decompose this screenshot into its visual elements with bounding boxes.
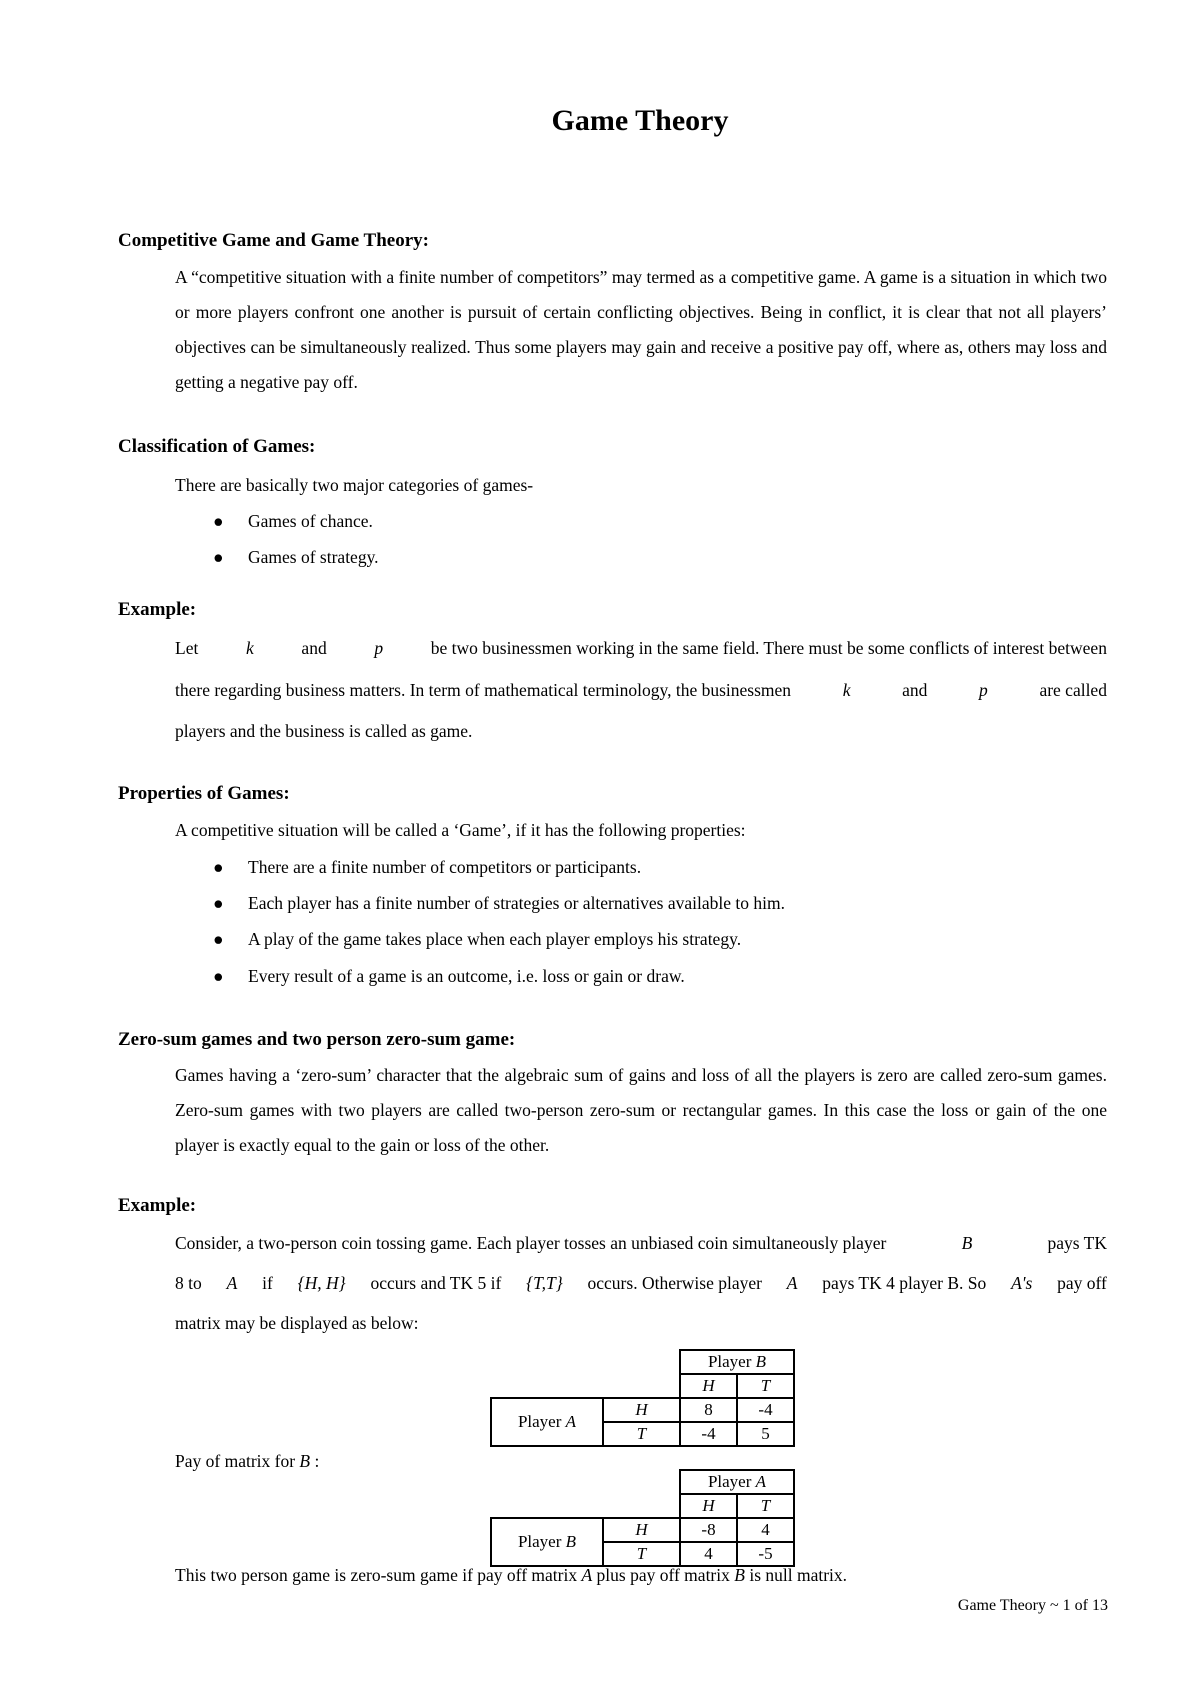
table-cell: 5 [737, 1422, 794, 1446]
page-footer: Game Theory ~ 1 of 13 [957, 1597, 1108, 1614]
section-heading-example: Example: [118, 599, 197, 620]
section-heading-zero-sum: Zero-sum games and two person zero-sum game: [118, 1029, 516, 1050]
section-heading-competitive-game: Competitive Game and Game Theory: [118, 230, 429, 251]
column-player-header: Player B [680, 1350, 794, 1374]
example2-line-1: Consider, a two-person coin tossing game. Each player tosses an unbiased coin simultaneously player B pays TK [175, 1233, 1107, 1253]
bullet-icon: ● [213, 893, 224, 913]
table-cell: -4 [737, 1398, 794, 1422]
payoff-matrix-b: Player A H T Player B H -8 4 T 4 -5 [490, 1469, 795, 1567]
bullet-icon: ● [213, 547, 224, 567]
section-heading-classification: Classification of Games: [118, 436, 316, 457]
bullet-icon: ● [213, 857, 224, 877]
table-cell: -4 [680, 1422, 737, 1446]
section-body-zero-sum: Games having a ‘zero-sum’ character that the algebraic sum of gains and loss of all the players is zero are called zero-sum games. Zero-sum games with two players are called two-person zero-sum or rectangular games. In this case the loss or gain of the one player is exactly equal to the gain or loss of the other. [175, 1065, 1107, 1155]
section-heading-example-2: Example: [118, 1195, 197, 1216]
column-player-header: Player A [680, 1470, 794, 1494]
bullet-icon: ● [213, 929, 224, 949]
table-cell: -5 [737, 1542, 794, 1566]
example2-line-2: 8 to A if {H, H} occurs and TK 5 if {T,T} occurs. Otherwise player A pays TK 4 player B. So A's pay off [175, 1273, 1107, 1293]
example2-line-3: matrix may be displayed as below: [175, 1313, 419, 1333]
classification-intro: There are basically two major categories of games- [175, 475, 534, 495]
pay-matrix-b-label: Pay of matrix for B : [175, 1451, 320, 1471]
row-player-header: Player A [491, 1398, 603, 1446]
example-line-1: Let k and p be two businessmen working in the same field. There must be some conflicts of interest between [175, 638, 1107, 658]
table-cell: -8 [680, 1518, 737, 1542]
row-player-header: Player B [491, 1518, 603, 1566]
bullet-icon: ● [213, 966, 224, 986]
page-title: Game Theory [551, 104, 729, 137]
example-line-3: players and the business is called as game. [175, 721, 473, 741]
table-cell: 8 [680, 1398, 737, 1422]
section-heading-properties: Properties of Games: [118, 783, 290, 804]
properties-intro: A competitive situation will be called a ‘Game’, if it has the following properties: [175, 820, 746, 840]
bullet-icon: ● [213, 511, 224, 531]
payoff-matrix-a: Player B H T Player A H 8 -4 T -4 5 [490, 1349, 795, 1447]
final-sentence: This two person game is zero-sum game if pay off matrix A plus pay off matrix B is null matrix. [175, 1565, 848, 1585]
example-line-2: there regarding business matters. In term of mathematical terminology, the businessmen k and p are called [175, 680, 1107, 700]
table-cell: 4 [737, 1518, 794, 1542]
section-body-competitive-game: A “competitive situation with a finite number of competitors” may termed as a competitive game. A game is a situation in which two or more players confront one another is pursuit of certain conflicting objectives. Being in conflict, it is clear that not all players’ objectives can be simultaneously realized. Thus some players may gain and receive a positive pay off, where as, others may loss and getting a negative pay off. [175, 267, 1107, 392]
table-cell: 4 [680, 1542, 737, 1566]
